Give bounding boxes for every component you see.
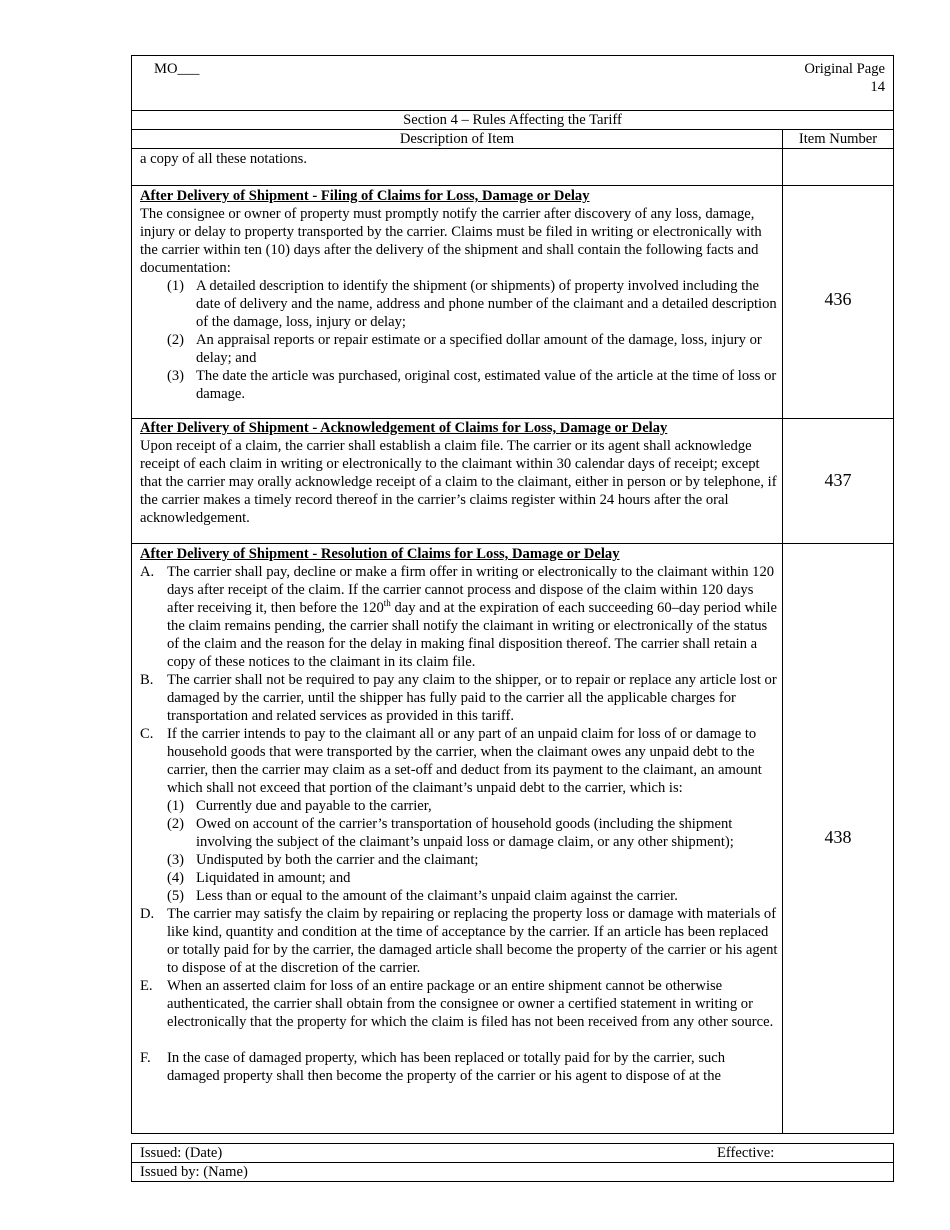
item-436-intro: The consignee or owner of property must promptly notify the carrier after discovery of any loss, damage, injury or delay to property transported by the carrier. Claims must be filed in writing or electronically with the carrier within ten (10) days after the delivery of the shipment and shall contain the following facts and documentation: (140, 206, 762, 276)
page-value: 14 (870, 79, 885, 95)
page-label: Original Page (804, 61, 885, 77)
effective-date: Effective: (717, 1145, 775, 1161)
column-header-row (131, 129, 894, 149)
list-item: (5) Less than or equal to the amount of the claimant’s unpaid claim against the carrier. (167, 888, 678, 904)
item-437-body: Upon receipt of a claim, the carrier shall establish a claim file. The carrier or its agent shall acknowledge receipt of each claim in writing or electronically to the claimant within 30 calendar days of receipt; except that the carrier may orally acknowledge receipt of a claim to the claimant, either in person or by telephone, if the carrier makes a timely record thereof in the carrier’s claims register within 24 hours after the oral acknowledgement. (140, 438, 777, 526)
clause-e: E. When an asserted claim for loss of an entire package or an entire shipment cannot be otherwise authenticated, the carrier shall obtain from the consignee or owner a certified statement in writing or electronically that the property for which the claim is filed has not been received from any other source. (140, 978, 774, 1030)
clause-d: D. The carrier may satisfy the claim by repairing or replacing the property loss or damage with materials of like kind, quantity and condition at the time of acceptance by the carrier. If an article has been replaced or totally paid for by the carrier, the damaged article shall become the property of the carrier or his agent to dispose of at the discretion of the carrier. (140, 906, 778, 976)
page-number (804, 60, 885, 96)
list-item: (2) An appraisal reports or repair estimate or a specified dollar amount of the damage, loss, injury or delay; and (167, 332, 762, 366)
item-437-title: After Delivery of Shipment - Acknowledgement of Claims for Loss, Damage or Delay (140, 420, 668, 436)
clause-f: F. In the case of damaged property, which has been replaced or totally paid for by the carrier, such damaged property shall then become the property of the carrier or his agent to dispose of at the (140, 1050, 726, 1084)
tariff-table (131, 148, 894, 1134)
item-number-437: 437 (824, 470, 852, 490)
clause-a: A. The carrier shall pay, decline or make a firm offer in writing or electronically to the claimant within 120 days after receipt of the claim. If the carrier cannot process and dispose of the claim within 120 days after receiving it, then before the 120th day and at the expiration of each succeeding 60–day period while the claim remains pending, the carrier shall notify the claimant in writing or electronically of the status of the claim and the reason for the delay in making final disposition thereof. The carrier shall retain a copy of these notices to the claimant in its claim file. (140, 564, 777, 670)
issued-by: Issued by: (Name) (140, 1164, 248, 1180)
item-437 (140, 419, 778, 527)
clause-c: C. If the carrier intends to pay to the claimant all or any part of an unpaid claim for loss of or damage to household goods that were transported by the carrier, when the claimant owes any unpaid debt to the carrier, then the carrier may claim as a set-off and deduct from its payment to the claimant, an amount which shall not exceed that portion of the claimant’s unpaid debt to the carrier, which is: (140, 726, 762, 796)
column-header-description: Description of Item (399, 131, 515, 147)
list-item: (2) Owed on account of the carrier’s transportation of household goods (including the shipment involving the subject of the claimant’s unpaid loss or damage claim, or any other shipment); (167, 816, 734, 850)
clause-b: B. The carrier shall not be required to pay any claim to the shipper, or to repair or replace any article lost or damaged by the carrier, until the shipper has fully paid to the carrier all the applicable charges for transportation and related services as provided in this tariff. (140, 672, 777, 724)
item-number-438: 438 (824, 827, 852, 847)
footer-issued-row (131, 1143, 894, 1163)
item-436 (140, 187, 778, 403)
issued-date: Issued: (Date) (140, 1145, 223, 1161)
item-number-436: 436 (824, 289, 852, 309)
column-header-item-number: Item Number (782, 130, 893, 148)
continuation-text: a copy of all these notations. (140, 151, 307, 167)
list-item: (4) Liquidated in amount; and (167, 870, 351, 886)
list-item: (1) Currently due and payable to the carrier, (167, 798, 432, 814)
page-header (131, 55, 894, 111)
item-436-title: After Delivery of Shipment - Filing of Claims for Loss, Damage or Delay (140, 188, 590, 204)
section-title: Section 4 – Rules Affecting the Tariff (131, 110, 894, 130)
list-item: (3) The date the article was purchased, original cost, estimated value of the article at the time of loss or damage. (167, 368, 777, 402)
row-divider (132, 185, 893, 186)
item-438-title: After Delivery of Shipment - Resolution of Claims for Loss, Damage or Delay (140, 546, 620, 562)
list-item: (1) A detailed description to identify the shipment (or shipments) of property involved including the date of delivery and the name, address and phone number of the claimant and a detailed description of the damage, loss, injury or delay; (167, 278, 777, 330)
footer-issued-by-row (131, 1162, 894, 1182)
mo-number: MO___ (154, 61, 200, 77)
item-438 (140, 545, 778, 1085)
row-divider (132, 543, 893, 544)
list-item: (3) Undisputed by both the carrier and the claimant; (167, 852, 479, 868)
